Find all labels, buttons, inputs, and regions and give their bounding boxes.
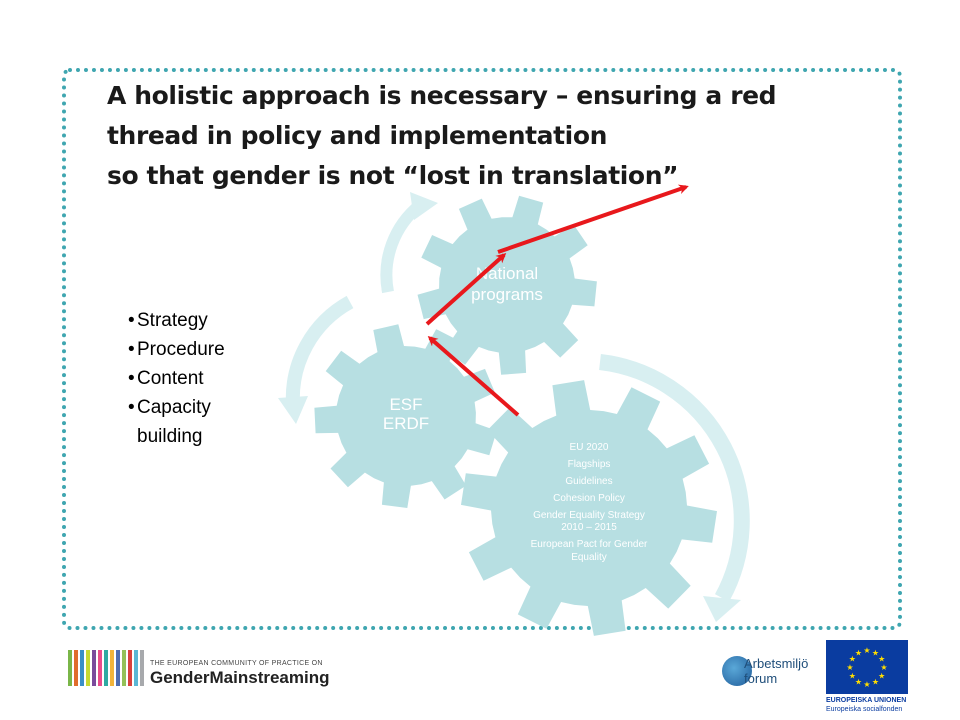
bullet-list (128, 306, 225, 451)
bullet-item: • Content (128, 364, 225, 393)
gear-medium-line: ESF (389, 395, 423, 414)
community-name: GenderMainstreaming (150, 668, 330, 687)
eu-line-1: EUROPEISKA UNIONEN (826, 697, 907, 704)
eu-star-icon: ★ (863, 646, 871, 655)
gear-small-line: programs (471, 285, 543, 304)
bullet-item: • Procedure (128, 335, 225, 364)
eu-star-icon: ★ (878, 654, 886, 664)
barcode-logo-icon (68, 650, 148, 686)
cycle-arrowhead-small (410, 192, 438, 220)
community-line: THE EUROPEAN COMMUNITY OF PRACTICE ON (150, 660, 323, 667)
bullet-item-continuation: building (137, 426, 203, 447)
eu-star-icon: ★ (878, 671, 886, 681)
eu-star-icon: ★ (880, 663, 888, 672)
gear-large-line: 2010 – 2015 (561, 522, 617, 533)
title-line-1: A holistic approach is necessary – ensuring a red (107, 81, 777, 110)
title-line-2: thread in policy and implementation (107, 121, 608, 150)
gear-large (461, 380, 717, 636)
arbets-line-2: forum (744, 671, 778, 686)
eu-star-icon: ★ (848, 654, 856, 664)
gear-large-line: Equality (571, 552, 607, 563)
gear-large-line: European Pact for Gender (530, 539, 648, 550)
gear-large-line: EU 2020 (569, 442, 609, 453)
gear-large-line: Flagships (567, 459, 611, 470)
eu-logo (826, 640, 908, 715)
eu-star-icon: ★ (854, 677, 863, 687)
bullet-item: • Capacity (128, 393, 225, 422)
gear-medium-label (383, 395, 429, 433)
eu-star-icon: ★ (854, 648, 863, 658)
eu-star-icon: ★ (863, 680, 871, 689)
eu-star-icon: ★ (871, 648, 880, 658)
eu-star-icon: ★ (871, 677, 880, 687)
eu-flag-icon (826, 640, 908, 694)
title-line-3: so that gender is not “lost in translation” (107, 161, 679, 190)
arbets-line-1: Arbetsmiljö (744, 656, 809, 671)
gear-large-line: Cohesion Policy (553, 493, 625, 504)
bullet-item: • Strategy (128, 306, 225, 335)
gear-large-line: Guidelines (565, 476, 613, 487)
gear-large-line: Gender Equality Strategy (533, 510, 645, 521)
gear-small-line: National (475, 264, 539, 283)
eu-star-icon: ★ (846, 663, 854, 672)
cycle-arrowhead-large (703, 596, 741, 622)
eu-line-2: Europeiska socialfonden (826, 706, 903, 713)
cycle-arrowhead-medium (278, 396, 308, 424)
eu-star-icon: ★ (848, 671, 856, 681)
arbetsmiljo-forum-logo (722, 650, 812, 690)
community-text (150, 660, 330, 688)
gear-medium-line: ERDF (382, 414, 430, 433)
